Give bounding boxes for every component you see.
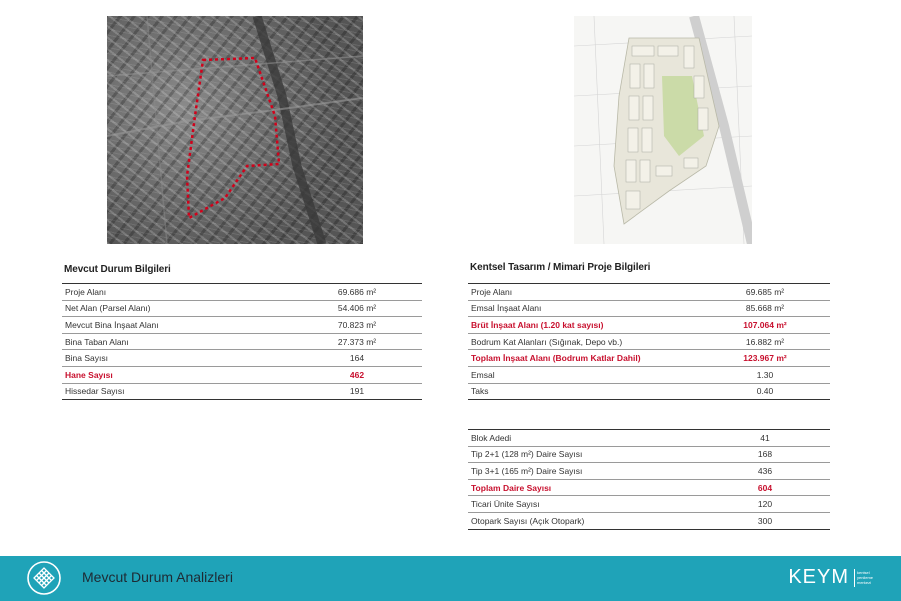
units-info-table <box>468 429 830 530</box>
brand-tag-line: yenileme <box>857 575 874 580</box>
row-value: 191 <box>292 383 422 400</box>
table-row <box>62 350 422 367</box>
row-value: 54.406 m² <box>292 300 422 317</box>
row-label: Emsal İnşaat Alanı <box>468 300 700 317</box>
row-label: Tip 2+1 (128 m²) Daire Sayısı <box>468 446 700 463</box>
row-value: 1.30 <box>700 366 830 383</box>
table-row <box>468 383 830 400</box>
row-label: Mevcut Bina İnşaat Alanı <box>62 317 292 334</box>
row-value: 120 <box>700 496 830 513</box>
table-row <box>62 333 422 350</box>
row-value: 436 <box>700 463 830 480</box>
footer-title: Mevcut Durum Analizleri <box>82 569 233 585</box>
row-value: 107.064 m² <box>700 317 830 334</box>
table-row <box>468 366 830 383</box>
aerial-photo <box>107 16 363 244</box>
table-row <box>468 463 830 480</box>
table-row <box>62 317 422 334</box>
brand-tag-line: kentsel <box>857 570 870 575</box>
table-row-highlight <box>468 479 830 496</box>
row-label: Taks <box>468 383 700 400</box>
row-label: Proje Alanı <box>468 284 700 301</box>
brand-tagline <box>857 570 873 585</box>
row-label: Bina Sayısı <box>62 350 292 367</box>
row-label: Hissedar Sayısı <box>62 383 292 400</box>
row-label: Otopark Sayısı (Açık Otopark) <box>468 512 700 529</box>
row-value: 462 <box>292 366 422 383</box>
row-label: Bodrum Kat Alanları (Sığınak, Depo vb.) <box>468 333 700 350</box>
footer-bar <box>0 556 901 601</box>
row-label: Proje Alanı <box>62 284 292 301</box>
row-value: 85.668 m² <box>700 300 830 317</box>
table-row <box>468 496 830 513</box>
row-label: Net Alan (Parsel Alanı) <box>62 300 292 317</box>
site-boundary <box>187 58 279 218</box>
brand-logo: KEYM <box>788 566 849 588</box>
brand-tag-line: merkezi <box>857 580 872 585</box>
table-row <box>62 383 422 400</box>
table-row <box>468 446 830 463</box>
existing-info-table <box>62 283 422 400</box>
row-value: 16.882 m² <box>700 333 830 350</box>
design-info-title: Kentsel Tasarım / Mimari Proje Bilgileri <box>470 262 651 273</box>
brand-divider <box>854 569 855 587</box>
row-value: 27.373 m² <box>292 333 422 350</box>
table-row <box>62 284 422 301</box>
row-label: Toplam Daire Sayısı <box>468 479 700 496</box>
row-value: 69.685 m² <box>700 284 830 301</box>
row-label: Ticari Ünite Sayısı <box>468 496 700 513</box>
row-value: 300 <box>700 512 830 529</box>
row-label: Blok Adedi <box>468 430 700 447</box>
table-row <box>62 300 422 317</box>
row-value: 123.967 m² <box>700 350 830 367</box>
row-value: 164 <box>292 350 422 367</box>
table-row <box>468 512 830 529</box>
table-row <box>468 333 830 350</box>
table-row-highlight <box>468 317 830 334</box>
row-value: 41 <box>700 430 830 447</box>
row-value: 70.823 m² <box>292 317 422 334</box>
row-label: Brüt İnşaat Alanı (1.20 kat sayısı) <box>468 317 700 334</box>
diamond-lattice-icon <box>26 560 62 596</box>
table-row-highlight <box>468 350 830 367</box>
row-value: 69.686 m² <box>292 284 422 301</box>
design-info-table <box>468 283 830 400</box>
existing-info-title: Mevcut Durum Bilgileri <box>64 264 171 275</box>
row-label: Toplam İnşaat Alanı (Bodrum Katlar Dahil) <box>468 350 700 367</box>
table-row-highlight <box>62 366 422 383</box>
row-value: 168 <box>700 446 830 463</box>
row-label: Bina Taban Alanı <box>62 333 292 350</box>
row-label: Hane Sayısı <box>62 366 292 383</box>
table-row <box>468 300 830 317</box>
table-row <box>468 284 830 301</box>
row-label: Emsal <box>468 366 700 383</box>
row-value: 604 <box>700 479 830 496</box>
row-label: Tip 3+1 (165 m²) Daire Sayısı <box>468 463 700 480</box>
site-plan <box>574 16 752 244</box>
row-value: 0.40 <box>700 383 830 400</box>
table-row <box>468 430 830 447</box>
